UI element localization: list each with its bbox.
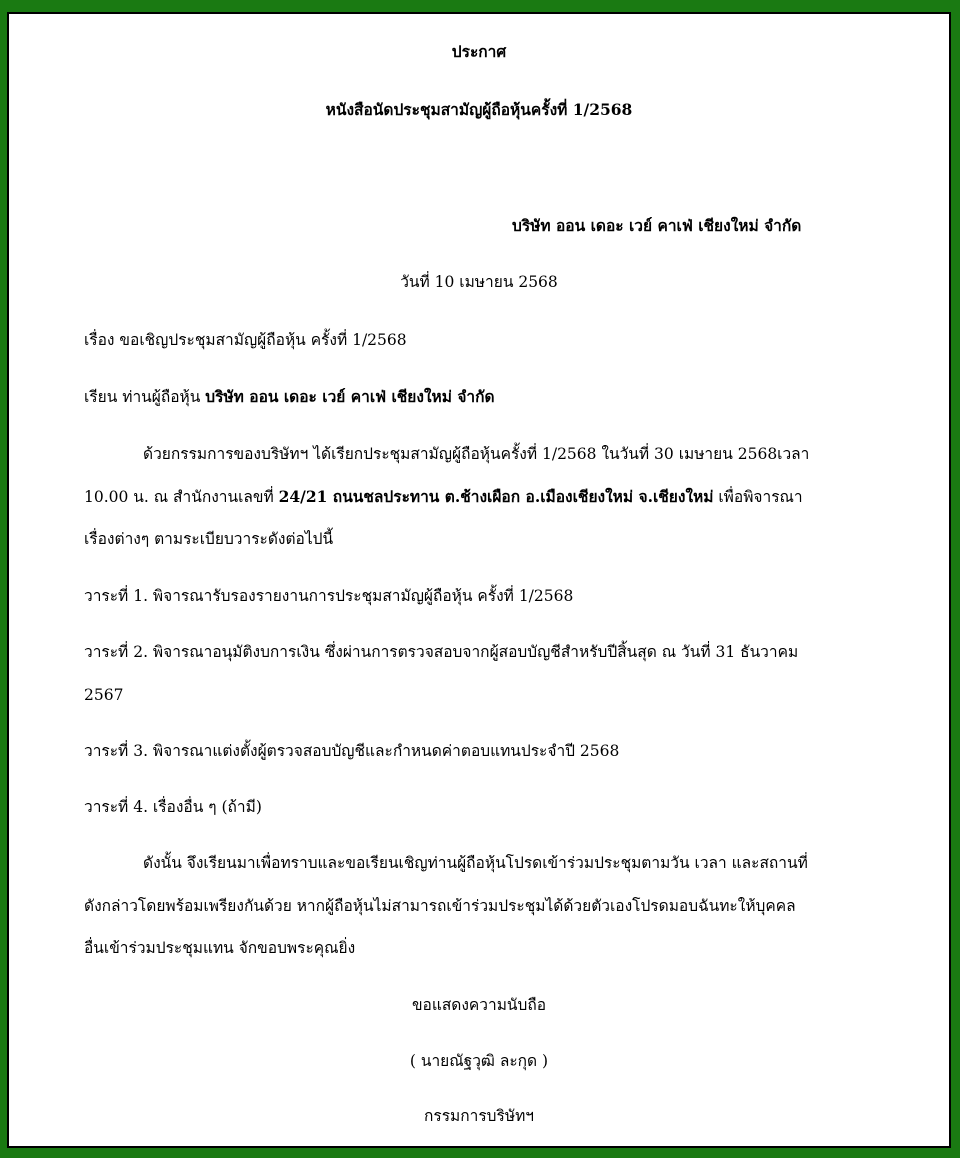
document-date: วันที่ 10 เมษายน 2568	[400, 273, 558, 291]
paragraph1-line2-a: 10.00 น. ณ สำนักงานเลขที่	[84, 488, 279, 506]
agenda-item-2-line2: 2567	[84, 686, 124, 704]
closing: ขอแสดงความนับถือ	[411, 996, 547, 1014]
paragraph1-line2-c: เพื่อพิจารณา	[713, 488, 803, 506]
agenda-item-2-line1: วาระที่ 2. พิจารณาอนุมัติงบการเงิน ซึ่งผ่านการตรวจสอบจากผู้สอบบัญชีสำหรับปีสิ้นสุด ณ วันที่ 31 ธันวาคม	[84, 643, 799, 661]
document-subheading: หนังสือนัดประชุมสามัญผู้ถือหุ้นครั้งที่ 1/2568	[325, 100, 633, 119]
company-name: บริษัท ออน เดอะ เวย์ คาเฟ่ เชียงใหม่ จำกัด	[512, 216, 802, 235]
paragraph1-line3: เรื่องต่างๆ ตามระเบียบวาระดังต่อไปนี้	[84, 530, 334, 548]
paragraph2-line3: อื่นเข้าร่วมประชุมแทน จักขอบพระคุณยิ่ง	[84, 939, 356, 957]
document-heading: ประกาศ	[451, 42, 507, 61]
recipient-prefix: เรียน ท่านผู้ถือหุ้น	[84, 388, 206, 406]
agenda-item-3: วาระที่ 3. พิจารณาแต่งตั้งผู้ตรวจสอบบัญชีและกำหนดค่าตอบแทนประจำปี 2568	[84, 742, 620, 760]
meeting-address: 24/21 ถนนชลประทาน ต.ช้างเผือก อ.เมืองเชียงใหม่ จ.เชียงใหม่	[278, 487, 714, 506]
recipient-company: บริษัท ออน เดอะ เวย์ คาเฟ่ เชียงใหม่ จำกัด	[205, 387, 495, 406]
paragraph2-line1: ดังนั้น จึงเรียนมาเพื่อทราบและขอเรียนเชิญท่านผู้ถือหุ้นโปรดเข้าร่วมประชุมตามวัน เวลา และสถานที่	[143, 854, 808, 872]
paragraph1-line1: ด้วยกรรมการของบริษัทฯ ได้เรียกประชุมสามัญผู้ถือหุ้นครั้งที่ 1/2568 ในวันที่ 30 เมษายน 2568เวลา	[143, 445, 810, 463]
recipient-line	[84, 385, 495, 409]
document-page	[7, 12, 951, 1148]
agenda-item-1: วาระที่ 1. พิจารณารับรองรายงานการประชุมสามัญผู้ถือหุ้น ครั้งที่ 1/2568	[84, 587, 574, 605]
paragraph1-line2	[84, 485, 803, 509]
paragraph2-line2: ดังกล่าวโดยพร้อมเพรียงกันด้วย หากผู้ถือหุ้นไม่สามารถเข้าร่วมประชุมได้ด้วยตัวเองโปรดมอบฉันทะให้บุคคล	[84, 897, 796, 915]
agenda-item-4: วาระที่ 4. เรื่องอื่น ๆ (ถ้ามี)	[84, 798, 262, 816]
signer-name: ( นายณัฐวุฒิ ละกุด )	[409, 1052, 549, 1070]
subject-line: เรื่อง ขอเชิญประชุมสามัญผู้ถือหุ้น ครั้งที่ 1/2568	[84, 331, 407, 349]
signer-title: กรรมการบริษัทฯ	[424, 1107, 534, 1125]
